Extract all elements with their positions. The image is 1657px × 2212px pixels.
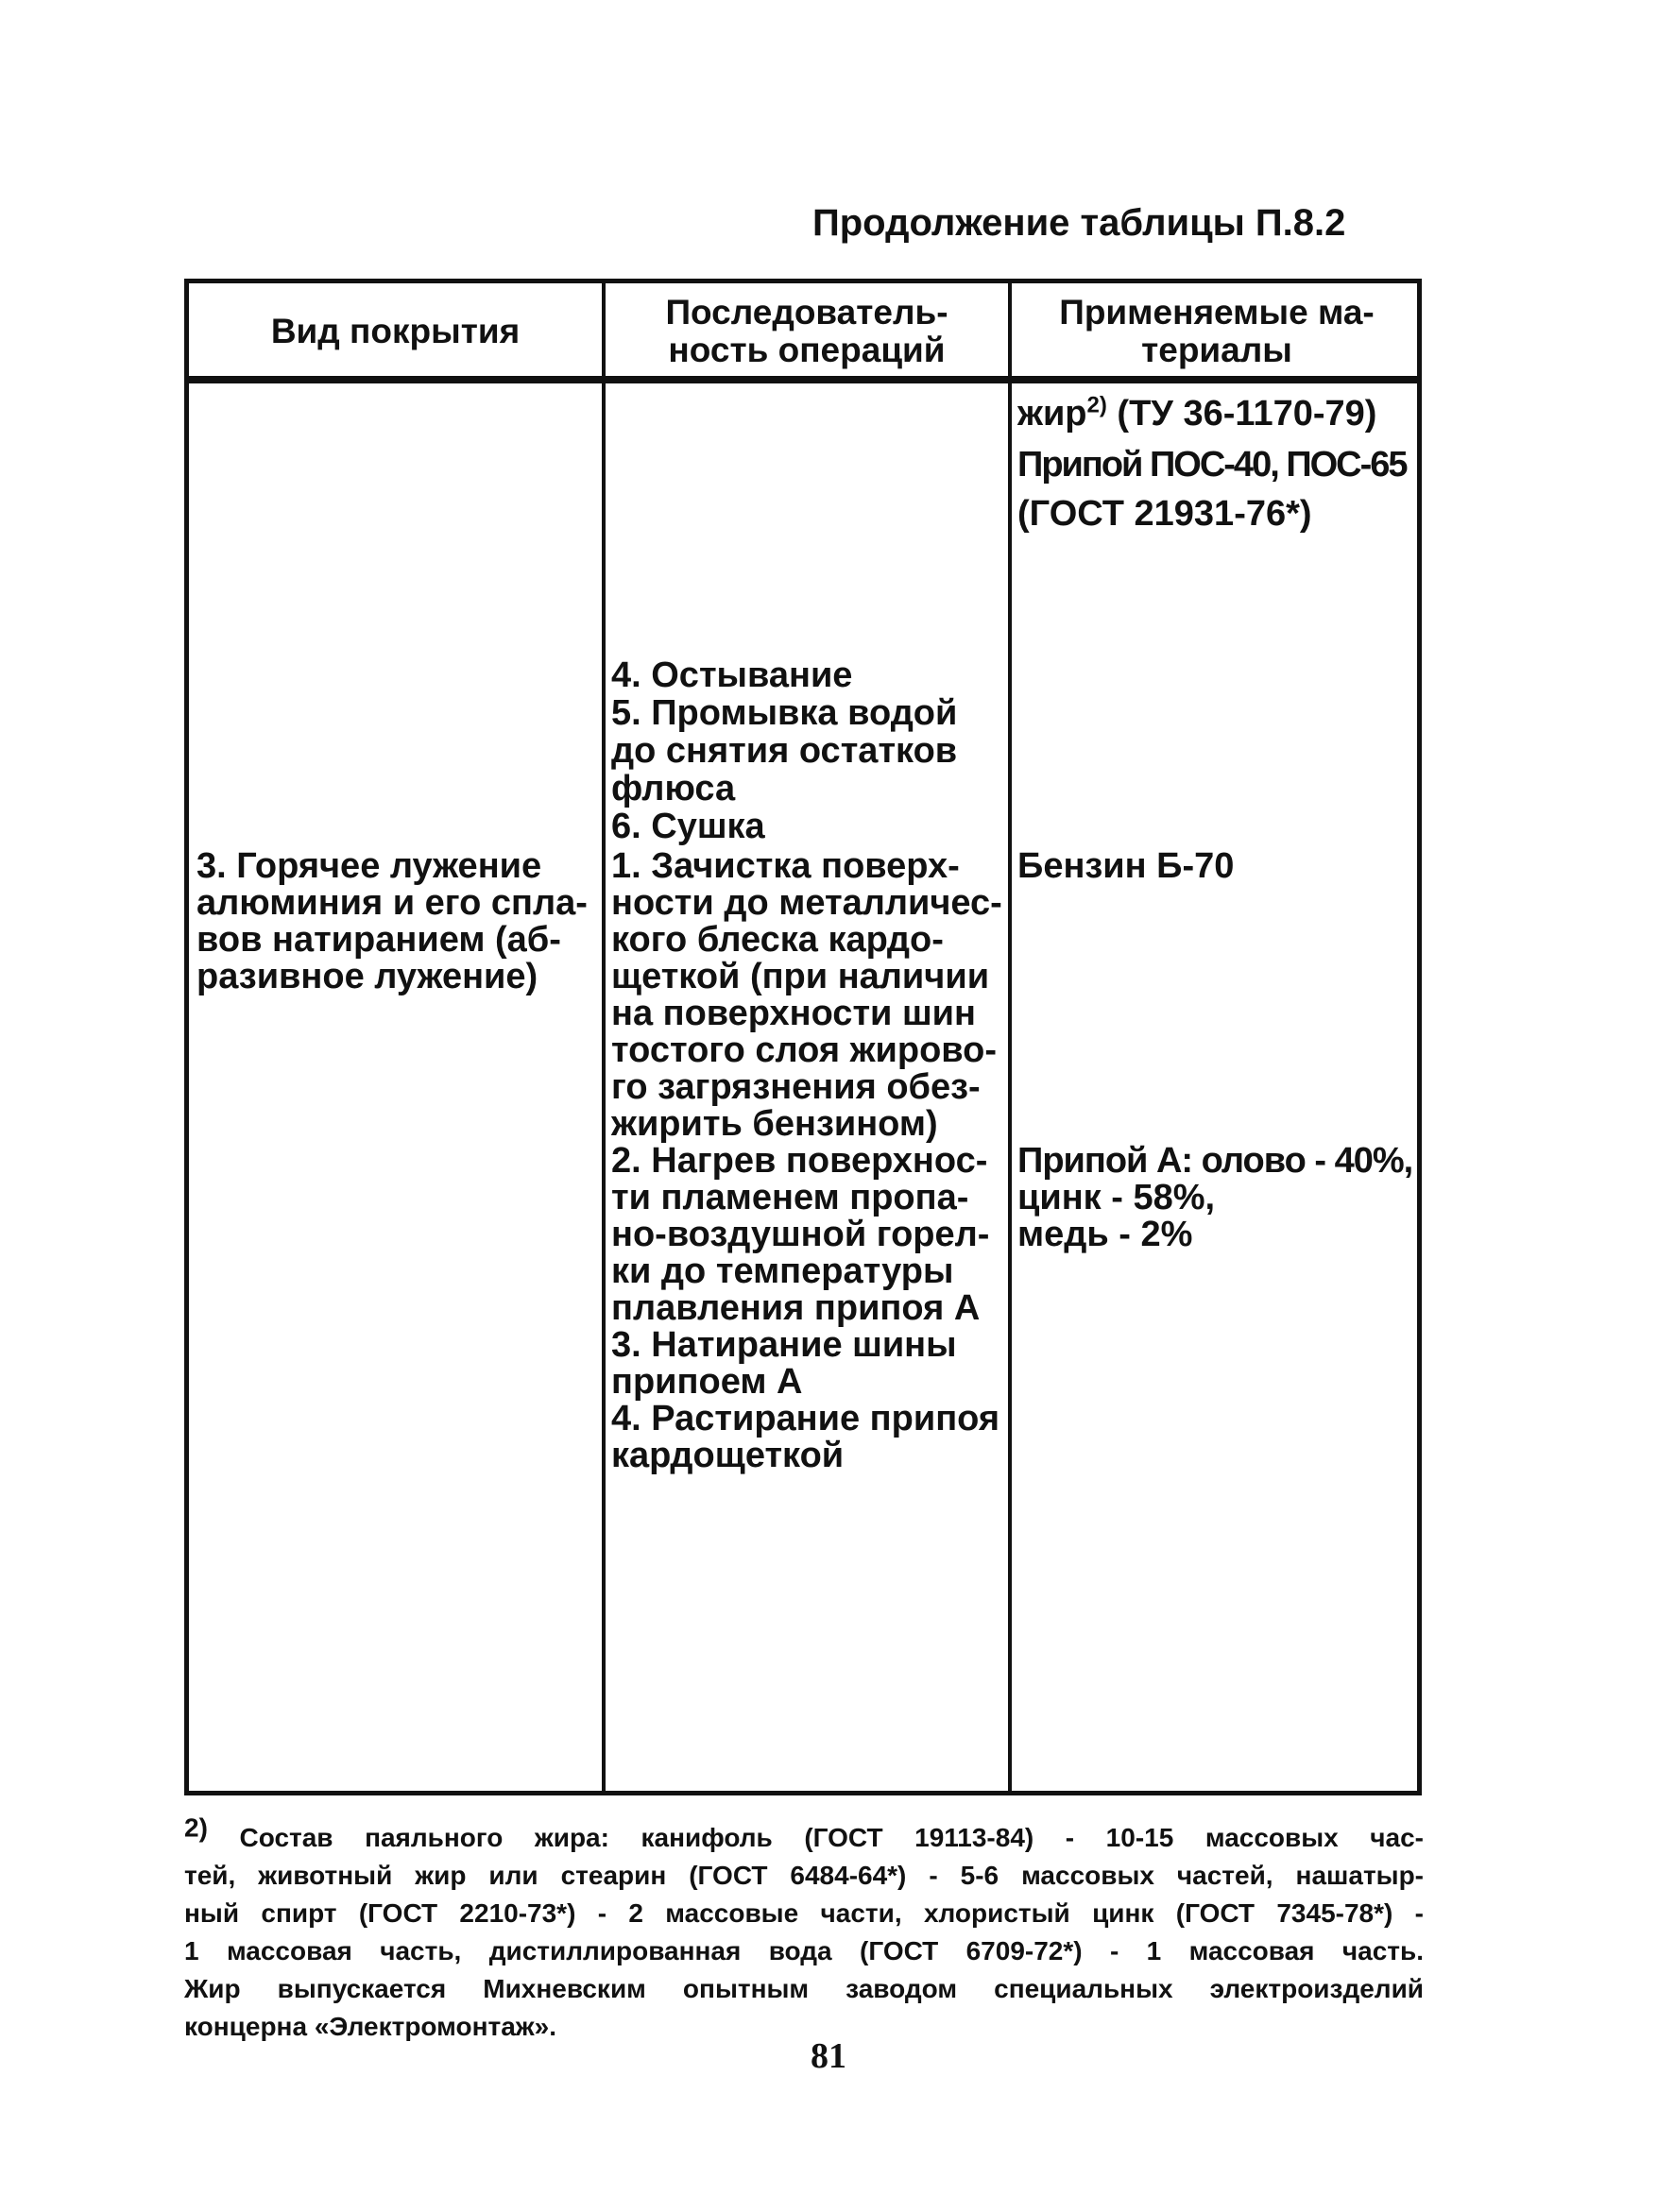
footnote-line: Жир выпускается Михневским опытным заводом специальных электроизделий <box>184 1974 1424 2003</box>
footnote-line: ный спирт (ГОСТ 2210-73*) - 2 массовые части, хлористый цинк (ГОСТ 7345-78*) - <box>184 1898 1424 1928</box>
material-line: медь - 2% <box>1017 1215 1193 1254</box>
header-operation-sequence: Последователь- ность операций <box>665 293 948 369</box>
material-line: Припой А: олово - 40%, <box>1017 1141 1413 1181</box>
coating-type-line: вов натиранием (аб- <box>196 920 561 960</box>
operation-line: 1. Зачистка поверх- <box>611 846 960 886</box>
footnote-line: $^{2)}$ Состав паяльного жира: канифоль (ГОСТ 19113-84) - 10-15 массовых час- <box>184 1812 1425 1852</box>
operation-line: до снятия остатков <box>611 731 958 771</box>
operation-line: ки до температуры <box>611 1251 954 1291</box>
footnote <box>184 1812 1425 2046</box>
operation-line: 5. Промывка водой <box>611 693 958 733</box>
material-line: цинк - 58%, <box>1017 1178 1216 1217</box>
operation-line: 2. Нагрев поверхнос- <box>611 1141 988 1181</box>
header-rule <box>189 376 1417 383</box>
operation-line: кардощеткой <box>611 1436 845 1475</box>
material-line: Припой ПОС-40, ПОС-65 <box>1017 445 1407 485</box>
page-number: 81 <box>811 2036 846 2076</box>
operations-table <box>184 279 1422 1795</box>
column-divider <box>602 283 606 1791</box>
operation-line: 6. Сушка <box>611 807 765 846</box>
material-line: (ГОСТ 21931-76*) <box>1017 494 1312 534</box>
operation-line: тостого слоя жирово- <box>611 1030 998 1070</box>
footnote-marker: 2) <box>184 1812 208 1843</box>
operation-line: 3. Натирание шины <box>611 1325 957 1365</box>
coating-type-line: разивное лужение) <box>196 957 538 996</box>
operation-line: 4. Остывание <box>611 655 853 695</box>
header-coating-type: Вид покрытия <box>270 312 521 350</box>
material-line: жир$^{2)}$ (ТУ 36-1170-79) <box>1017 392 1377 434</box>
material-line: Бензин Б-70 <box>1017 846 1235 886</box>
operation-line: 4. Растирание припоя <box>611 1399 1000 1438</box>
footnote-line: тей, животный жир или стеарин (ГОСТ 6484-64*) - 5-6 массовых частей, нашатыр- <box>184 1861 1424 1890</box>
coating-type-line: алюминия и его спла- <box>196 883 588 923</box>
column-divider <box>1008 283 1012 1791</box>
operation-line: щеткой (при наличии <box>611 957 990 996</box>
operation-line: жирить бензином) <box>611 1104 938 1144</box>
operation-line: но-воздушной горел- <box>611 1215 990 1254</box>
table-caption: Продолжение таблицы П.8.2 <box>812 202 1346 244</box>
coating-type-line: 3. Горячее лужение <box>196 846 542 886</box>
footnote-line: концерна «Электромонтаж». <box>184 2012 557 2041</box>
footnote-ref: 2) <box>1086 392 1107 418</box>
header-materials: Применяемые ма- териалы <box>1059 293 1375 369</box>
operation-line: го загрязнения обез- <box>611 1067 981 1107</box>
operation-line: плавления припоя А <box>611 1288 981 1328</box>
footnote-line: 1 массовая часть, дистиллированная вода (ГОСТ 6709-72*) - 1 массовая часть. <box>184 1936 1424 1965</box>
operation-line: припоем А <box>611 1362 803 1402</box>
operation-line: флюса <box>611 769 736 808</box>
operation-line: ти пламенем пропа- <box>611 1178 969 1217</box>
operation-line: кого блеска кардо- <box>611 920 944 960</box>
operation-line: ности до металличес- <box>611 883 1002 923</box>
operation-line: на поверхности шин <box>611 994 976 1033</box>
